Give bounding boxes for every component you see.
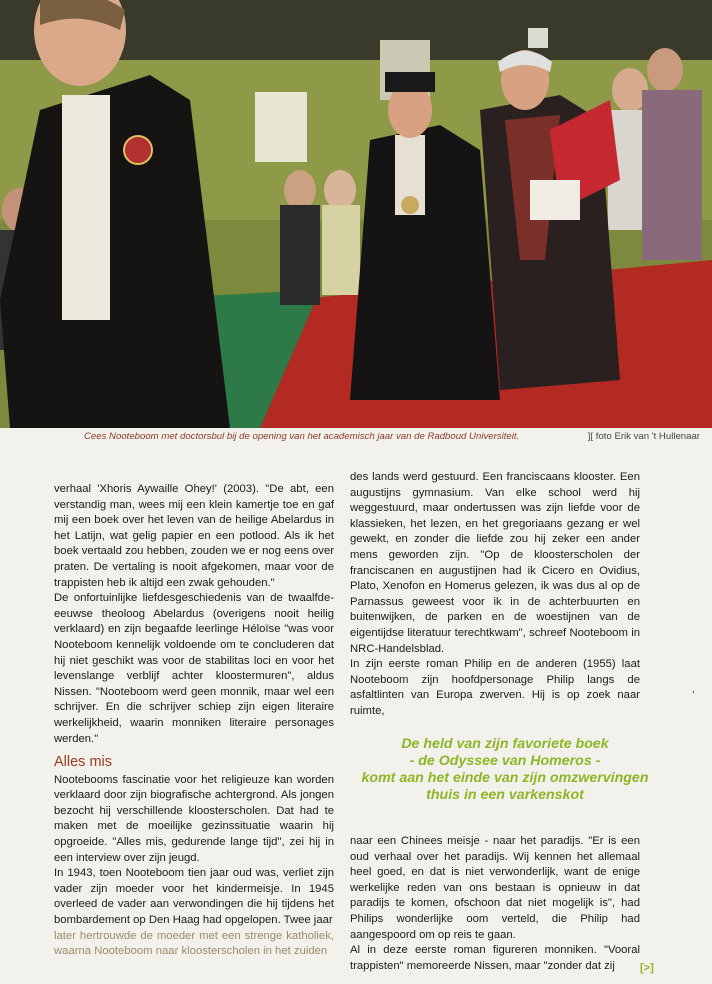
right-paragraph-1: des lands werd gestuurd. Een franciscaans klooster. Een augustijns gymnasium. Van elke school werd hij weggestuurd, maar ondertussen was zijn liefde voor de klassieken, het lezen, en het gregoriaans gezang er wel gewekt, en zonder die liefde zou hij zeker een ander mens geworden zijn. "Op de kloosterscholen der franciscanen en augustijnen had ik Cicero en Ovidius, Plato, Xenofon en Homerus gelezen, ik was dus al op de Parnassus geweest voor ik in de achterbuurten en buitenwijken, de parken en de woestijnen van de eigentijdse literatuur terechtkwam", schreef Nooteboom in NRC-Handelsblad. [350, 471, 640, 655]
left-paragraph-faded: later hertrouwde de moeder met een strenge katholiek, waarna Nooteboom naar kloosterscholen in het zuiden [54, 929, 334, 958]
left-paragraph-3: Nootebooms fascinatie voor het religieuze kan worden verklaard door zijn biografische achtergrond. Als jongen bezocht hij verschillende kloosterscholen. Dat had te maken met de moeilijke gezinssituatie waarin hij opgroeide. "Alles mis, gedurende lange tijd", zei hij in een interview over zijn jeugd. [54, 773, 334, 864]
pull-quote-line: De held van zijn favoriete boek [401, 736, 609, 752]
margin-mark: , [692, 684, 695, 695]
left-paragraph-4: In 1943, toen Nooteboom tien jaar oud was, verliet zijn vader zijn moeder voor het kindermeisje. In 1945 overleed de vader aan verwondingen die hij tijdens het bombardement op Den Haag had opgelopen. Twee jaar [54, 867, 334, 927]
pull-quote-line: - de Odyssee van Homeros - [409, 753, 601, 769]
photo-caption: Cees Nooteboom met doctorsbul bij de opening van het academisch jaar van de Radboud Universiteit. [84, 431, 520, 442]
right-paragraph-3: naar een Chinees meisje - naar het paradijs. "Er is een oud verhaal over het paradijs. Wij kennen het allemaal heel goed, en dat is niet verwonderlijk, want de enige werkelijke reden van ons bestaan is opnieuw in dat paradijs te komen, ofschoon dat niet mogelijk is", had Philips wonderlijke oom verteld, die Philip had aangespoord om op reis te gaan. [350, 835, 640, 941]
left-column [54, 482, 334, 960]
section-subheading: Alles mis [54, 754, 113, 771]
ceremony-photo [0, 0, 712, 428]
pull-quote-line: thuis in een varkenskot [426, 787, 584, 803]
pull-quote [355, 736, 655, 804]
left-paragraph-2: De onfortuinlijke liefdesgeschiedenis van de twaalfde-eeuwse theoloog Abelardus (overigens nooit heilig verklaard) en zijn begaafde leerlinge Héloïse "was voor Nooteboom kennelijk voldoende om te concluderen dat hij niet geschikt was voor de stabilitas loci en voor het levenslange verblijf achter kloostermuren", aldus Nissen. "Nooteboom werd geen monnik, maar wel een schrijver. En die schrijver schiep zijn eigen literaire werkelijkheid, waarin monniken literaire personages werden." [54, 592, 334, 745]
right-paragraph-4: Al in deze eerste roman figureren monniken. "Vooral trappisten" memoreerde Nissen, maar "zonder dat zij [350, 944, 640, 972]
right-column-lower [350, 834, 640, 974]
continue-marker[interactable]: [>] [640, 962, 654, 974]
right-column [350, 470, 640, 720]
right-paragraph-2: In zijn eerste roman Philip en de anderen (1955) laat Nooteboom zijn hoofdpersonage Philip langs de asfaltlinten van Europa zwerven. Hij is op zoek naar ruimte, [350, 658, 640, 717]
pull-quote-line: komt aan het einde van zijn omzwervingen [361, 770, 649, 786]
left-paragraph-1: verhaal 'Xhoris Aywaille Ohey!' (2003). "De abt, een verstandig man, wees mij een klein kamertje toe en gaf mij een boek over het leven van de heilige Abelardus in het Latijn, wat gelig papier en een potlood. Als ik het boek vertaald zou hebben, zouden we er nog eens over praten. De vertaling is nooit afgekomen, maar voor de trappisten heb ik altijd een zwak gehouden." [54, 483, 334, 589]
photo-caption-row [0, 431, 712, 447]
photo-credit: ][ foto Erik van 't Hullenaar [587, 431, 700, 442]
